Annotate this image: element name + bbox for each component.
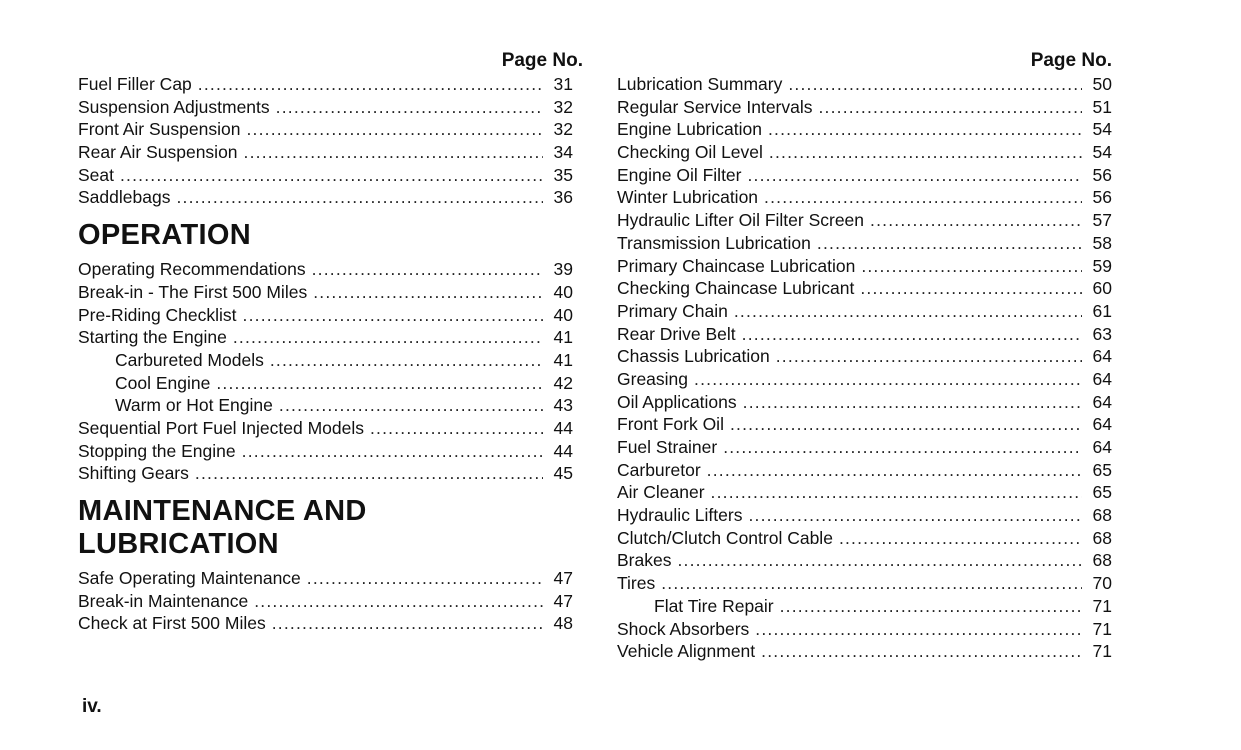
toc-entry bbox=[617, 164, 1112, 187]
toc-entry-label: Engine Lubrication bbox=[617, 119, 762, 140]
dot-leader bbox=[819, 96, 1083, 119]
dot-leader bbox=[742, 323, 1082, 346]
dot-leader bbox=[244, 141, 543, 164]
toc-entry-label: Primary Chain bbox=[617, 300, 728, 321]
toc-entry-page: 35 bbox=[553, 164, 573, 185]
dot-leader bbox=[270, 349, 543, 372]
dot-leader bbox=[723, 436, 1082, 459]
dot-leader bbox=[677, 549, 1082, 572]
toc-entry-label: Chassis Lubrication bbox=[617, 346, 770, 367]
toc-entry-label: Pre-Riding Checklist bbox=[78, 304, 237, 325]
toc-entry bbox=[617, 527, 1112, 550]
toc-entry bbox=[78, 118, 573, 141]
toc-entry-label: Lubrication Summary bbox=[617, 74, 783, 94]
toc-entry-label: Fuel Strainer bbox=[617, 437, 718, 457]
dot-leader bbox=[860, 277, 1082, 300]
page-no-header-right: Page No. bbox=[1030, 50, 1112, 71]
toc-entry-page: 71 bbox=[1092, 641, 1112, 662]
dot-leader bbox=[216, 372, 543, 395]
toc-entry-page: 61 bbox=[1092, 300, 1112, 321]
toc-entry-label: Tires bbox=[617, 573, 656, 594]
toc-entry bbox=[617, 277, 1112, 300]
toc-entry-page: 64 bbox=[1092, 414, 1112, 435]
toc-entry-label: Clutch/Clutch Control Cable bbox=[617, 527, 833, 548]
toc-entry-page: 54 bbox=[1092, 142, 1112, 163]
toc-entry-label: Checking Chaincase Lubricant bbox=[617, 278, 855, 299]
toc-list-lubrication bbox=[617, 73, 1112, 663]
toc-entry-page: 70 bbox=[1092, 573, 1112, 594]
toc-entry-page: 60 bbox=[1092, 278, 1112, 299]
toc-entry bbox=[617, 345, 1112, 368]
toc-entry bbox=[78, 372, 573, 395]
toc-entry-label: Rear Air Suspension bbox=[78, 142, 238, 163]
toc-entry-page: 71 bbox=[1092, 618, 1112, 639]
toc-entry-label: Warm or Hot Engine bbox=[115, 395, 273, 416]
toc-entry-label: Shock Absorbers bbox=[617, 618, 750, 639]
toc-entry-label: Front Fork Oil bbox=[617, 414, 724, 435]
toc-entry-label: Greasing bbox=[617, 368, 689, 389]
toc-entry bbox=[78, 141, 573, 164]
toc-entry bbox=[617, 73, 1112, 96]
toc-entry bbox=[617, 595, 1112, 618]
toc-entry-page: 40 bbox=[553, 281, 573, 302]
toc-entry-page: 39 bbox=[553, 259, 573, 280]
page-no-header-left: Page No. bbox=[501, 50, 583, 71]
dot-leader bbox=[788, 73, 1082, 96]
dot-leader bbox=[312, 258, 543, 281]
dot-leader bbox=[313, 281, 543, 304]
toc-entry-page: 44 bbox=[553, 440, 573, 461]
section-heading-maintenance-line2: LUBRICATION bbox=[78, 528, 279, 560]
dot-leader bbox=[243, 304, 543, 327]
toc-entry-page: 32 bbox=[553, 96, 573, 117]
toc-entry-label: Stopping the Engine bbox=[78, 440, 236, 461]
dot-leader bbox=[276, 96, 543, 119]
toc-entry bbox=[617, 413, 1112, 436]
toc-entry bbox=[78, 186, 573, 209]
dot-leader bbox=[195, 462, 543, 485]
toc-right-column bbox=[617, 49, 1112, 663]
toc-entry bbox=[617, 640, 1112, 663]
toc-entry-page: 47 bbox=[553, 568, 573, 588]
dot-leader bbox=[764, 186, 1082, 209]
toc-entry bbox=[617, 209, 1112, 232]
toc-entry-page: 56 bbox=[1092, 187, 1112, 208]
toc-entry-page: 64 bbox=[1092, 368, 1112, 389]
toc-entry-page: 47 bbox=[553, 590, 573, 611]
dot-leader bbox=[694, 368, 1082, 391]
toc-entry bbox=[78, 394, 573, 417]
toc-entry-label: Operating Recommendations bbox=[78, 259, 306, 280]
dot-leader bbox=[233, 326, 543, 349]
toc-entry-page: 68 bbox=[1092, 505, 1112, 526]
dot-leader bbox=[707, 459, 1082, 482]
toc-entry-page: 32 bbox=[553, 119, 573, 140]
toc-entry-page: 43 bbox=[553, 395, 573, 416]
toc-list-maintenance bbox=[78, 567, 573, 635]
dot-leader bbox=[839, 527, 1082, 550]
toc-entry-page: 68 bbox=[1092, 550, 1112, 571]
dot-leader bbox=[755, 618, 1082, 641]
footer-page-number: iv. bbox=[82, 696, 102, 717]
toc-entry-page: 65 bbox=[1092, 482, 1112, 503]
toc-entry-page: 56 bbox=[1092, 164, 1112, 185]
toc-entry-label: Fuel Filler Cap bbox=[78, 74, 192, 94]
toc-entry-page: 48 bbox=[553, 613, 573, 634]
toc-entry bbox=[617, 300, 1112, 323]
toc-entry-label: Sequential Port Fuel Injected Models bbox=[78, 417, 364, 438]
toc-entry-page: 65 bbox=[1092, 459, 1112, 480]
toc-entry-label: Brakes bbox=[617, 550, 672, 571]
toc-entry-label: Checking Oil Level bbox=[617, 142, 763, 163]
toc-entry-page: 54 bbox=[1092, 119, 1112, 140]
toc-entry bbox=[617, 549, 1112, 572]
toc-entry-label: Vehicle Alignment bbox=[617, 641, 756, 662]
dot-leader bbox=[198, 73, 543, 96]
toc-entry-label: Rear Drive Belt bbox=[617, 323, 736, 344]
toc-entry-page: 50 bbox=[1092, 74, 1112, 94]
toc-entry bbox=[78, 417, 573, 440]
dot-leader bbox=[307, 567, 543, 590]
toc-entry bbox=[617, 481, 1112, 504]
dot-leader bbox=[279, 394, 543, 417]
toc-list-operation bbox=[78, 258, 573, 485]
dot-leader bbox=[769, 141, 1082, 164]
dot-leader bbox=[817, 232, 1082, 255]
toc-entry-page: 41 bbox=[553, 349, 573, 370]
toc-entry-label: Starting the Engine bbox=[78, 327, 227, 348]
toc-entry-label: Suspension Adjustments bbox=[78, 96, 270, 117]
toc-list-general bbox=[78, 73, 573, 209]
toc-entry bbox=[78, 304, 573, 327]
dot-leader bbox=[761, 640, 1082, 663]
toc-entry-page: 64 bbox=[1092, 437, 1112, 457]
toc-entry bbox=[78, 612, 573, 635]
toc-entry bbox=[78, 567, 573, 590]
toc-entry-page: 45 bbox=[553, 463, 573, 484]
toc-entry-label: Regular Service Intervals bbox=[617, 96, 813, 117]
toc-entry-label: Check at First 500 Miles bbox=[78, 613, 266, 634]
dot-leader bbox=[730, 413, 1082, 436]
toc-entry-page: 34 bbox=[553, 142, 573, 163]
section-heading-maintenance bbox=[78, 495, 573, 561]
dot-leader bbox=[776, 345, 1082, 368]
toc-entry-page: 44 bbox=[553, 417, 573, 438]
toc-entry bbox=[78, 326, 573, 349]
toc-entry-page: 40 bbox=[553, 304, 573, 325]
toc-entry bbox=[617, 572, 1112, 595]
toc-entry-label: Engine Oil Filter bbox=[617, 164, 742, 185]
toc-entry bbox=[78, 462, 573, 485]
toc-entry-page: 42 bbox=[553, 372, 573, 393]
toc-entry-label: Saddlebags bbox=[78, 187, 171, 208]
dot-leader bbox=[743, 391, 1082, 414]
toc-entry bbox=[617, 618, 1112, 641]
toc-entry-page: 41 bbox=[553, 327, 573, 348]
toc-entry-label: Cool Engine bbox=[115, 372, 211, 393]
dot-leader bbox=[780, 595, 1082, 618]
toc-entry-page: 64 bbox=[1092, 346, 1112, 367]
toc-entry-label: Carburetor bbox=[617, 459, 701, 480]
dot-leader bbox=[661, 572, 1082, 595]
toc-entry-page: 59 bbox=[1092, 255, 1112, 276]
dot-leader bbox=[120, 164, 543, 187]
toc-entry-page: 63 bbox=[1092, 323, 1112, 344]
toc-entry-page: 51 bbox=[1092, 96, 1112, 117]
toc-entry bbox=[78, 164, 573, 187]
toc-entry-label: Hydraulic Lifters bbox=[617, 505, 743, 526]
toc-entry-label: Hydraulic Lifter Oil Filter Screen bbox=[617, 210, 865, 231]
toc-entry-label: Seat bbox=[78, 164, 114, 185]
toc-entry-label: Break-in - The First 500 Miles bbox=[78, 281, 308, 302]
dot-leader bbox=[242, 440, 543, 463]
toc-entry-label: Safe Operating Maintenance bbox=[78, 568, 301, 588]
toc-entry-page: 58 bbox=[1092, 232, 1112, 253]
dot-leader bbox=[861, 255, 1082, 278]
dot-leader bbox=[748, 504, 1082, 527]
toc-entry-page: 57 bbox=[1092, 210, 1112, 231]
toc-entry-label: Front Air Suspension bbox=[78, 119, 241, 140]
dot-leader bbox=[272, 612, 543, 635]
toc-entry-page: 71 bbox=[1092, 595, 1112, 616]
toc-entry-label: Primary Chaincase Lubrication bbox=[617, 255, 856, 276]
toc-entry bbox=[617, 323, 1112, 346]
toc-entry-label: Shifting Gears bbox=[78, 463, 189, 484]
toc-entry-page: 36 bbox=[553, 187, 573, 208]
toc-entry-label: Oil Applications bbox=[617, 391, 737, 412]
toc-entry bbox=[617, 141, 1112, 164]
toc-entry bbox=[617, 459, 1112, 482]
toc-entry-page: 31 bbox=[553, 74, 573, 94]
toc-entry bbox=[78, 440, 573, 463]
toc-entry bbox=[617, 436, 1112, 459]
toc-entry-label: Air Cleaner bbox=[617, 482, 705, 503]
toc-entry bbox=[617, 232, 1112, 255]
toc-entry-page: 68 bbox=[1092, 527, 1112, 548]
toc-entry bbox=[78, 590, 573, 613]
dot-leader bbox=[768, 118, 1082, 141]
toc-entry bbox=[617, 504, 1112, 527]
toc-entry bbox=[617, 96, 1112, 119]
toc-entry-label: Winter Lubrication bbox=[617, 187, 759, 208]
toc-entry bbox=[617, 255, 1112, 278]
dot-leader bbox=[176, 186, 543, 209]
dot-leader bbox=[748, 164, 1083, 187]
dot-leader bbox=[246, 118, 543, 141]
toc-entry bbox=[617, 118, 1112, 141]
toc-entry-label: Carbureted Models bbox=[115, 349, 264, 370]
toc-entry-label: Break-in Maintenance bbox=[78, 590, 249, 611]
dot-leader bbox=[734, 300, 1082, 323]
toc-entry bbox=[617, 391, 1112, 414]
dot-leader bbox=[370, 417, 543, 440]
section-heading-operation: OPERATION bbox=[78, 219, 251, 252]
toc-entry-label: Transmission Lubrication bbox=[617, 232, 811, 253]
toc-entry-page: 64 bbox=[1092, 391, 1112, 412]
toc-entry bbox=[78, 73, 573, 96]
dot-leader bbox=[254, 590, 543, 613]
toc-entry bbox=[78, 281, 573, 304]
toc-entry bbox=[78, 96, 573, 119]
toc-entry bbox=[617, 186, 1112, 209]
section-heading-maintenance-line1: MAINTENANCE AND bbox=[78, 495, 367, 527]
toc-entry-label: Flat Tire Repair bbox=[654, 595, 774, 616]
dot-leader bbox=[870, 209, 1082, 232]
dot-leader bbox=[711, 481, 1082, 504]
toc-left-column bbox=[78, 49, 583, 635]
toc-entry bbox=[617, 368, 1112, 391]
toc-entry bbox=[78, 349, 573, 372]
toc-entry bbox=[78, 258, 573, 281]
